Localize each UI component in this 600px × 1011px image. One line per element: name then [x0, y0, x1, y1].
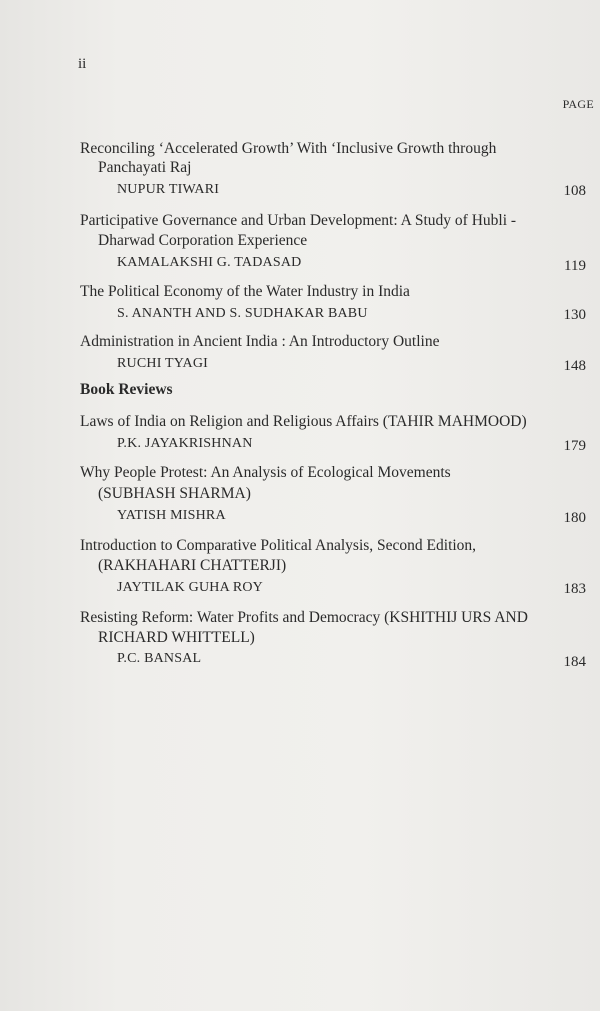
entry-author: P.K. JAYAKRISHNAN: [117, 436, 253, 451]
entry-page-number: 184: [563, 654, 586, 670]
entry-title-line: Administration in Ancient India : An Introductory Outline: [80, 333, 440, 350]
entry-title-line: Why People Protest: An Analysis of Ecological Movements: [80, 464, 451, 481]
book-reviews-heading: Book Reviews: [80, 381, 173, 398]
folio-number: ii: [78, 56, 87, 72]
entry-title-line: Laws of India on Religion and Religious Affairs (TAHIR MAHMOOD): [80, 413, 527, 430]
entry-title-line: Resisting Reform: Water Profits and Democracy (KSHITHIJ URS AND: [80, 609, 528, 626]
entry-title-line: Panchayati Raj: [98, 159, 192, 176]
entry-title-line: (SUBHASH SHARMA): [98, 485, 251, 502]
entry-author: YATISH MISHRA: [117, 508, 226, 523]
entry-title-line: (RAKHAHARI CHATTERJI): [98, 557, 287, 574]
entry-author: NUPUR TIWARI: [117, 182, 220, 197]
entry-title-line: RICHARD WHITTELL): [98, 629, 255, 646]
entry-page-number: 148: [563, 358, 586, 374]
entry-author: RUCHI TYAGI: [117, 356, 208, 371]
entry-author: KAMALAKSHI G. TADASAD: [117, 255, 302, 270]
page-column-header: PAGE: [562, 97, 594, 111]
entry-title-line: Participative Governance and Urban Development: A Study of Hubli -: [80, 212, 517, 229]
entry-page-number: 180: [563, 510, 586, 526]
entry-page-number: 119: [564, 258, 586, 274]
entry-author: JAYTILAK GUHA ROY: [117, 580, 263, 595]
entry-title-line: Dharwad Corporation Experience: [98, 232, 308, 249]
entry-page-number: 130: [563, 307, 586, 323]
entry-author: P.C. BANSAL: [117, 651, 202, 666]
entry-author: S. ANANTH AND S. SUDHAKAR BABU: [117, 306, 368, 321]
entry-page-number: 183: [563, 581, 586, 597]
entry-title-line: Reconciling ‘Accelerated Growth’ With ‘Inclusive Growth through: [80, 140, 497, 157]
entry-page-number: 179: [563, 438, 586, 454]
entry-page-number: 108: [563, 183, 586, 199]
entry-title-line: The Political Economy of the Water Industry in India: [80, 283, 410, 300]
entry-title-line: Introduction to Comparative Political Analysis, Second Edition,: [80, 537, 477, 554]
